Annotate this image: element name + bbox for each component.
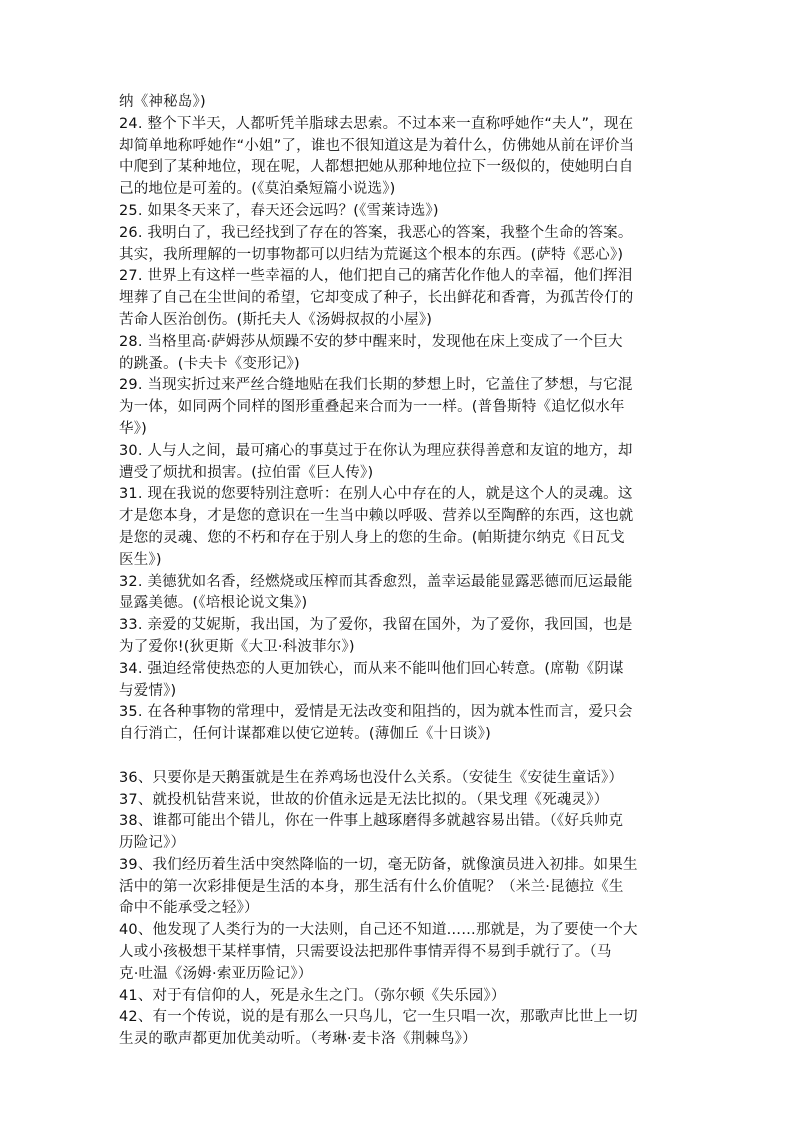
- text-line: 38、谁都可能出个错儿，你在一件事上越琢磨得多就越容易出错。（《好兵帅克: [119, 813, 624, 830]
- text-line: 30. 人与人之间，最可痛心的事莫过于在你认为理应获得善意和友谊的地方，却: [119, 442, 633, 459]
- text-line: 埋葬了自己在尘世间的希望，它却变成了种子，长出鲜花和香膏，为孤苦伶仃的: [119, 290, 634, 307]
- text-line: 遭受了烦扰和损害。(拉伯雷《巨人传》): [119, 464, 374, 481]
- text-line: 31. 现在我说的您要特别注意听：在别人心中存在的人，就是这个人的灵魂。这: [119, 486, 633, 503]
- text-line: 命中不能承受之轻》）: [119, 900, 259, 917]
- text-line: 为一体，如同两个同样的图形重叠起来合而为一一样。(普鲁斯特《追忆似水年: [119, 399, 625, 416]
- text-line: 26. 我明白了，我已经找到了存在的答案，我恶心的答案，我整个生命的答案。: [119, 224, 633, 241]
- text-line: 与爱情》): [119, 682, 177, 699]
- text-line: 37、就投机钻营来说，世故的价值永远是无法比拟的。（果戈理《死魂灵》）: [119, 791, 609, 808]
- text-line: 29. 当现实折过来严丝合缝地贴在我们长期的梦想上时，它盖住了梦想，与它混: [119, 377, 633, 394]
- text-line: 25. 如果冬天来了，春天还会远吗？(《雪莱诗选》): [119, 202, 439, 219]
- text-line: 纳《神秘岛》): [119, 94, 206, 110]
- text-line: 人或小孩极想干某样事情，只需要设法把那件事情弄得不易到手就行了。（马: [119, 944, 612, 961]
- text-line: 却简单地称呼她作“小姐”了，谁也不很知道这是为着什么，仿佛她从前在评价当: [119, 137, 635, 154]
- text-line: 42、有一个传说，说的是有那么一只鸟儿，它一生只唱一次，那歌声比世上一切: [119, 1009, 638, 1026]
- paragraph-gap: [119, 746, 679, 768]
- text-line: 历险记》）: [119, 835, 186, 852]
- text-line: 生灵的歌声都更加优美动听。（考琳·麦卡洛《荆棘鸟》）: [119, 1031, 477, 1048]
- text-line: 自行消亡，任何计谋都难以使它逆转。(薄伽丘《十日谈》): [119, 726, 491, 743]
- text-line: 华》): [119, 420, 148, 437]
- text-line: 39、我们经历着生活中突然降临的一切，毫无防备，就像演员进入初排。如果生: [119, 856, 638, 873]
- text-line: 才是您本身，才是您的意识在一生当中赖以呼吸、营养以至陶醉的东西，这也就: [119, 508, 634, 525]
- text-line: 32. 美德犹如名香，经燃烧或压榨而其香愈烈，盖幸运最能显露恶德而厄运最能: [119, 573, 633, 590]
- text-line: 克·吐温《汤姆·索亚历险记》）: [119, 965, 313, 982]
- text-line: 24. 整个下半天，人都听凭羊脂球去思索。不过本来一直称呼她作“夫人”，现在: [119, 115, 634, 132]
- text-line: 41、对于有信仰的人，死是永生之门。（弥尔顿《失乐园》）: [119, 987, 506, 1004]
- text-line: 36、只要你是天鹅蛋就是生在养鸡场也没什么关系。（安徒生《安徒生童话》）: [119, 769, 624, 786]
- text-line: 28. 当格里高·萨姆莎从烦躁不安的梦中醒来时，发现他在床上变成了一个巨大: [119, 333, 623, 350]
- text-line: 40、他发现了人类行为的一大法则，自己还不知道……那就是，为了要使一个大: [119, 922, 638, 939]
- quotes-text-block: [119, 92, 679, 1051]
- text-line: 显露美德。(《培根论说文集》): [119, 595, 308, 612]
- text-line: 的跳蚤。(卡夫卡《变形记》): [119, 355, 300, 372]
- text-line: 34. 强迫经常使热恋的人更加铁心，而从来不能叫他们回心转意。(席勒《阴谋: [119, 660, 624, 677]
- text-line: 为了爱你!(狄更斯《大卫·科波菲尔》): [119, 638, 355, 655]
- text-line: 医生》): [119, 551, 162, 568]
- text-line: 中爬到了某种地位，现在呢，人都想把她从那种地位拉下一级似的，使她明白自: [119, 159, 634, 176]
- text-line: 活中的第一次彩排便是生活的本身，那生活有什么价值呢？（米兰·昆德拉《生: [119, 878, 624, 895]
- text-line: 35. 在各种事物的常理中，爱情是无法改变和阻挡的，因为就本性而言，爱只会: [119, 704, 633, 721]
- text-line: 33. 亲爱的艾妮斯，我出国，为了爱你，我留在国外，为了爱你，我回国，也是: [119, 617, 633, 634]
- text-line: 是您的灵魂、您的不朽和存在于别人身上的您的生命。(帕斯捷尔纳克《日瓦戈: [119, 529, 625, 546]
- text-line: 己的地位是可羞的。(《莫泊桑短篇小说选》): [119, 181, 396, 198]
- text-line: 27. 世界上有这样一些幸福的人，他们把自己的痛苦化作他人的幸福，他们挥泪: [119, 268, 633, 285]
- text-line: 其实，我所理解的一切事物都可以归结为荒诞这个根本的东西。(萨特《恶心》): [119, 246, 624, 263]
- text-line: 苦命人医治创伤。(斯托夫人《汤姆叔叔的小屋》): [119, 311, 433, 328]
